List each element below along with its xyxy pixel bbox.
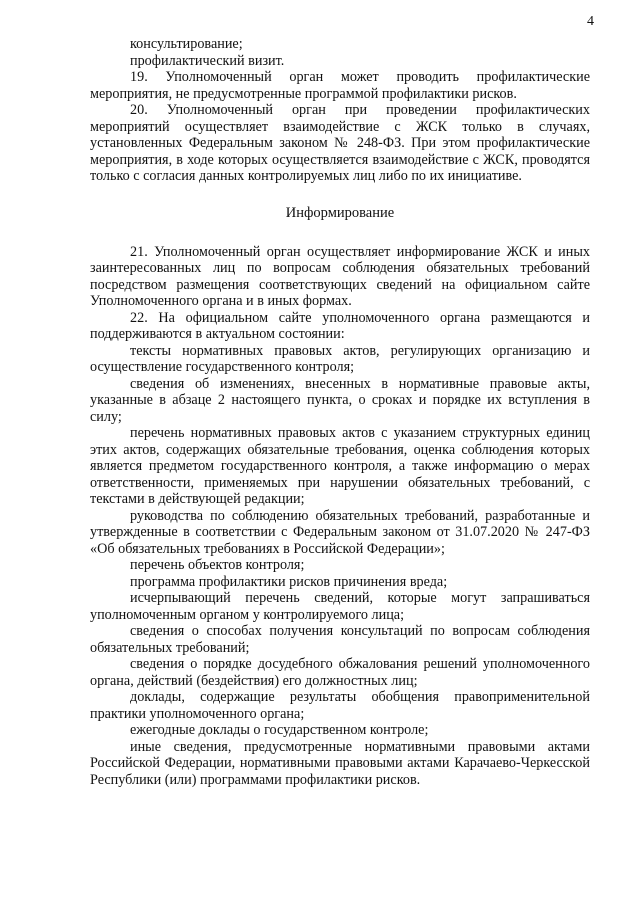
list-item: руководства по соблюдению обязательных требований, разработанные и утвержденные в соответствии с Федеральным законом от 31.07.2020 № 247-ФЗ «Об обязательных требованиях в Российской Федерации»;	[90, 507, 590, 557]
list-item: доклады, содержащие результаты обобщения правоприменительной практики уполномоченного органа;	[90, 689, 590, 722]
section-title: Информирование	[285, 204, 395, 221]
paragraph: консультирование;	[130, 36, 243, 52]
list-item: сведения об изменениях, внесенных в нормативные правовые акты, указанные в абзаце 2 настоящего пункта, о сроках и порядке их вступления в силу;	[90, 375, 590, 425]
paragraph: 22. На официальном сайте уполномоченного органа размещаются и поддерживаются в актуальном состоянии:	[90, 309, 590, 342]
list-item: исчерпывающий перечень сведений, которые могут запрашиваться уполномоченным органом у контролируемого лица;	[90, 590, 590, 623]
list-item: программа профилактики рисков причинения вреда;	[130, 573, 448, 590]
list-item: тексты нормативных правовых актов, регулирующих организацию и осуществление государственного контроля;	[90, 342, 590, 375]
list-item: перечень объектов контроля;	[130, 557, 305, 573]
list-item: ежегодные доклады о государственном контроле;	[130, 722, 429, 738]
paragraph: 20. Уполномоченный орган при проведении профилактических мероприятий осуществляет взаимодействие с ЖСК только в случаях, установленных Федеральным законом № 248-ФЗ. При этом профилактические мероприятия, в ходе которых осуществляется взаимодействие с ЖСК, проводятся только с согласия данных контролируемых лиц либо по их инициативе.	[90, 102, 590, 184]
paragraph: 21. Уполномоченный орган осуществляет информирование ЖСК и иных заинтересованных лиц по вопросам соблюдения обязательных требований посредством размещения соответствующих сведений на официальном сайте Уполномоченного органа и в иных формах.	[90, 243, 590, 309]
list-item: сведения о способах получения консультаций по вопросам соблюдения обязательных требований;	[90, 623, 590, 656]
list-item: иные сведения, предусмотренные нормативными правовыми актами Российской Федерации, нормативными правовыми актами Карачаево-Черкесской Республики (или) программами профилактики рисков.	[90, 738, 590, 788]
list-item: сведения о порядке досудебного обжалования решений уполномоченного органа, действий (бездействия) его должностных лиц;	[90, 656, 590, 689]
paragraph: 19. Уполномоченный орган может проводить профилактические мероприятия, не предусмотренные программой профилактики рисков.	[90, 69, 590, 102]
page-number: 4	[587, 14, 594, 29]
list-item: перечень нормативных правовых актов с указанием структурных единиц этих актов, содержащих обязательные требования, оценка соблюдения которых является предметом государственного контроля, а также информацию о мерах ответственности, применяемых при нарушении обязательных требований, с текстами в действующей редакции;	[90, 425, 590, 507]
paragraph: профилактический визит.	[130, 52, 285, 69]
document-body	[90, 36, 590, 788]
